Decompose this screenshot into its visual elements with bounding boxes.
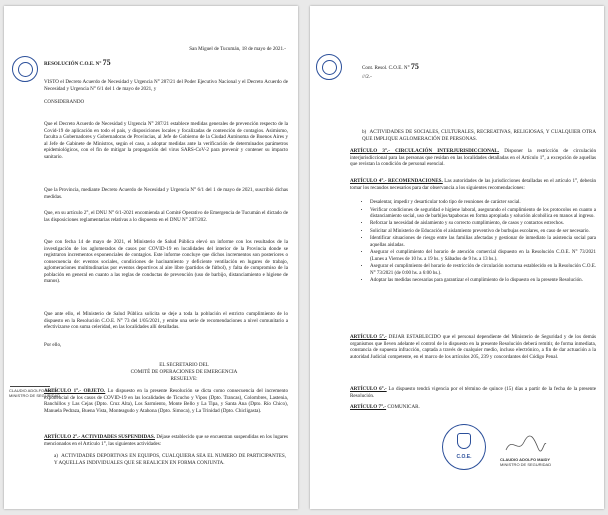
article-1-text: Lo dispuesto en la presente Resolución se dicta como consecuencia del incremento exponencial de los casos de COVID-19 en las localidades de Ticucho y Vipos (Dpto. Trancas), Colombres, Lastenia, Ranchillos y Las Cejas (Dpto. Cruz Alta), Los Sarmiento, Monte Bello y La Tipa, y Santa Ana (Dpto. Río Chico), Manuela Pedraza, Buena Vista, Monteagudo y Atahona (Dpto. Simoca), y La Trinidad (Dpto. Chicligasta).	[44, 388, 288, 414]
signature-role: MINISTRO DE SEGURIDAD	[9, 392, 61, 398]
article-2	[44, 434, 288, 447]
article-7-label: ARTÍCULO 7°.-	[350, 404, 387, 410]
list-item: • Solicitar al Ministerio de Educación el aislamiento preventivo de burbujas escolares, en caso de ser necesario.	[370, 229, 596, 235]
article-6-label: ARTÍCULO 6°.-	[350, 386, 387, 392]
list-item: • Verificar condiciones de seguridad e higiene laboral, asegurando el cumplimiento de los protocolos en cuanto a distanciamiento social, uso de barbijos/tapabocas en forma apropiada y solución alcohólica en manos al ingreso.	[370, 208, 596, 221]
article-7-text: COMUNICAR.	[386, 404, 420, 410]
article-4-label: ARTÍCULO 4°.- RECOMENDACIONES.	[350, 178, 443, 184]
article-2-label: ARTÍCULO 2°.- ACTIVIDADES SUSPENDIDAS.	[44, 434, 155, 440]
coe-seal-emblem-icon	[457, 433, 471, 449]
por-ello: Por ello,	[44, 342, 62, 348]
article-1-label: ARTÍCULO 1°.- OBJETO.	[44, 388, 106, 394]
official-seal-icon	[12, 56, 38, 82]
article-5-text: DEJAR ESTABLECIDO que el personal dependiente del Ministerio de Seguridad y de los demás organismos que lleven adelante el control de lo dispuesto en la presente Resolución deberá remitir, de forma inmediata, constancia de supuesta infracción, captada a través de cualquier medio, incluso electrónico, a fin de dar actuación a la autoridad Judicial competente, en el marco de los artículos 205, 239 y concordantes del Código Penal.	[350, 334, 596, 360]
article-2-text: Déjase establecido que se encuentran suspendidas en los lugares mencionados en el Artículo 1°, las siguientes actividades:	[44, 434, 288, 447]
coe-seal-text: C.O.E.	[456, 454, 472, 460]
continuation-header	[362, 64, 562, 72]
list-item: • Asegurar el cumplimiento del horario de restricción de circulación nocturna establecido en la Resolución C.O.E. N° 73/2021 (de 0:00 hs. a 6:00 hs.).	[370, 264, 596, 277]
article-3-label: ARTÍCULO 3°.- CIRCULACIÓN INTERJURISDICCIONAL.	[350, 148, 500, 154]
coe-seal	[442, 424, 486, 470]
document-page-1	[4, 6, 298, 509]
recommendations-list	[360, 200, 596, 286]
article-6	[350, 386, 596, 399]
signature-name: CLAUDIO ADOLFO MAIDY	[9, 388, 58, 393]
article-4-text: Las autoridades de las jurisdicciones detalladas en el artículo 1°, deberán tomar los recaudos necesarios para dar observancia a los siguientes recomendaciones:	[350, 178, 596, 191]
considerando-paragraph-4: Que con fecha 14 de mayo de 2021, el Ministerio de Salud Pública elevó un informe con los resultados de la investigación de los aglomerados de casos por COVID-19 en localidades del interior de la Provincia donde se registraron incrementos exponenciales de contagios. Este informe concluye que dichos incrementos son posteriores o consecuencia de: eventos sociales, condiciones de hacinamiento y deficiente ventilación en lugares de trabajo, aglomeraciones multitudinarias por eventos deportivos al aire libre (partidos de fútbol), y falta de compromiso de la población en general en cuanto a las reglas de conductas de prevención (uso de barbijo, distanciamiento e higiene de manos).	[44, 239, 288, 284]
signature-line	[10, 386, 50, 387]
list-item: • Desalentar, impedir y desarticular todo tipo de reuniones de carácter social.	[370, 200, 596, 206]
list-item: • Adoptar las medidas necesarias para garantizar el cumplimiento de lo dispuesto en la presente Resolución.	[370, 278, 596, 284]
article-4	[350, 178, 596, 191]
signature-name: CLAUDIO ADOLFO MAIDY	[500, 457, 551, 462]
considerando-paragraph-1: Que el Decreto Acuerdo de Necesidad y Urgencia N° 287/21 establece medidas generales de prevención respecto de la Covid-19 de aplicación en todo el país, y disposiciones locales y focalizadas de contención de contagios. Asimismo, faculta a Gobernadores y Gobernadoras de Provincias, al Jefe de Gobierno de la Ciudad Autónoma de Buenos Aires y al Jefe de Gabinete de Ministros, según el caso, a adoptar medidas ante la verificación de determinados parámetros epidemiológicos, con el fin de mitigar la propagación del virus SARS-CoV-2 para prevenir y contener su impacto sanitario.	[44, 121, 288, 160]
resolution-header	[44, 60, 244, 68]
article-7	[350, 404, 596, 411]
article-1	[44, 388, 288, 414]
activity-item-a: a) ACTIVIDADES DEPORTIVAS EN EQUIPOS, CUALQUIERA SEA EL NUMERO DE PARTICIPANTES, Y AQUELLAS INDIVIDUALES QUE SE REALICEN EN FORMA CONJUNTA.	[54, 453, 286, 466]
considerando-paragraph-2: Que la Provincia, mediante Decreto Acuerdo de Necesidad y Urgencia N° 6/1 del 1 de mayo de 2021, suscribió dichas medidas.	[44, 187, 288, 200]
document-page-2	[310, 6, 604, 509]
secretary-title: EL SECRETARIO DEL	[159, 362, 209, 368]
continuation-number: 75	[410, 62, 419, 71]
committee-title: COMITÉ DE OPERACIONES DE EMERGENCIA	[130, 369, 238, 375]
date-line: San Miguel de Tucumán, 18 de mayo de 2021.-	[189, 46, 286, 52]
article-6-text: Lo dispuesto tendrá vigencia por el término de quince (15) días a partir de la fecha de la presente Resolución.	[350, 386, 597, 399]
list-item: • Reforzar la necesidad de aislamiento y su correcto cumplimiento, de casos y contactos estrechos.	[370, 221, 596, 227]
signature-stamp	[500, 458, 580, 468]
considerando-heading: CONSIDERANDO	[44, 99, 85, 105]
visto-paragraph: VISTO el Decreto Acuerdo de Necesidad y Urgencia N° 287/21 del Poder Ejecutivo Nacional y el Decreto Acuerdo de Necesidad y Urgencia N° 6/1 del 1 de mayo de 2021, y	[44, 79, 288, 92]
article-5	[350, 334, 596, 360]
resuelve-heading: RESUELVE:	[170, 376, 198, 382]
signature-role: MINISTRO DE SEGURIDAD	[500, 461, 552, 467]
list-item: • Identificar situaciones de riesgo entre las familias afectadas y gestionar de inmediato la asistencia social para aquellas aisladas.	[370, 236, 596, 249]
article-3-text: Disponer la restricción de circulación interjurisdiccional para las personas que residan en las localidades detalladas en el Artículo 1°, a excepción de aquellas que revistan la condición de personal esencial.	[350, 148, 596, 167]
article-5-label: ARTÍCULO 5°.-	[350, 334, 387, 340]
resolution-number: 75	[102, 58, 111, 67]
considerando-paragraph-3: Que, en su artículo 2°, el DNU N° 6/1-2021 encomienda al Comité Operativo de Emergencia de Tucumán el dictado de las disposiciones reglamentarias relativas a lo dispuesto en el DNU N° 287/202.	[44, 210, 288, 223]
considerando-paragraph-5: Que ante ello, el Ministerio de Salud Pública solicita se deje a toda la población el estricto cumplimiento de lo dispuesto en la Resolución C.O.E. N° 73 del 1/05/2021, y emite una serie de recomendaciones a nivel comunitario a efectivizarse con suma celeridad, en las localidades allí detalladas.	[44, 311, 288, 330]
continuation-label: Cont. Resol. C.O.E. N°	[362, 65, 410, 71]
resolution-label: RESOLUCIÓN C.O.E. N°	[44, 61, 102, 67]
official-seal-icon	[316, 54, 342, 80]
list-item: • Asegurar el cumplimiento del horario de atención comercial dispuesto en la Resolución C.O.E. N° 73/2021 (Lunes a Viernes de 10 hs. a 19 hs. y Sábados de 9 hs. a 13 hs.).	[370, 250, 596, 263]
article-3	[350, 148, 596, 168]
activity-item-b: b) ACTIVIDADES DE SOCIALES, CULTURALES, RECREATIVAS, RELIGIOSAS, Y CUALQUIER OTRA QUE IMPLIQUE AGLOMERACIÓN DE PERSONAS.	[362, 129, 596, 142]
signature-scribble-icon	[504, 434, 548, 456]
continuation-ref: ///2.-	[362, 74, 372, 80]
